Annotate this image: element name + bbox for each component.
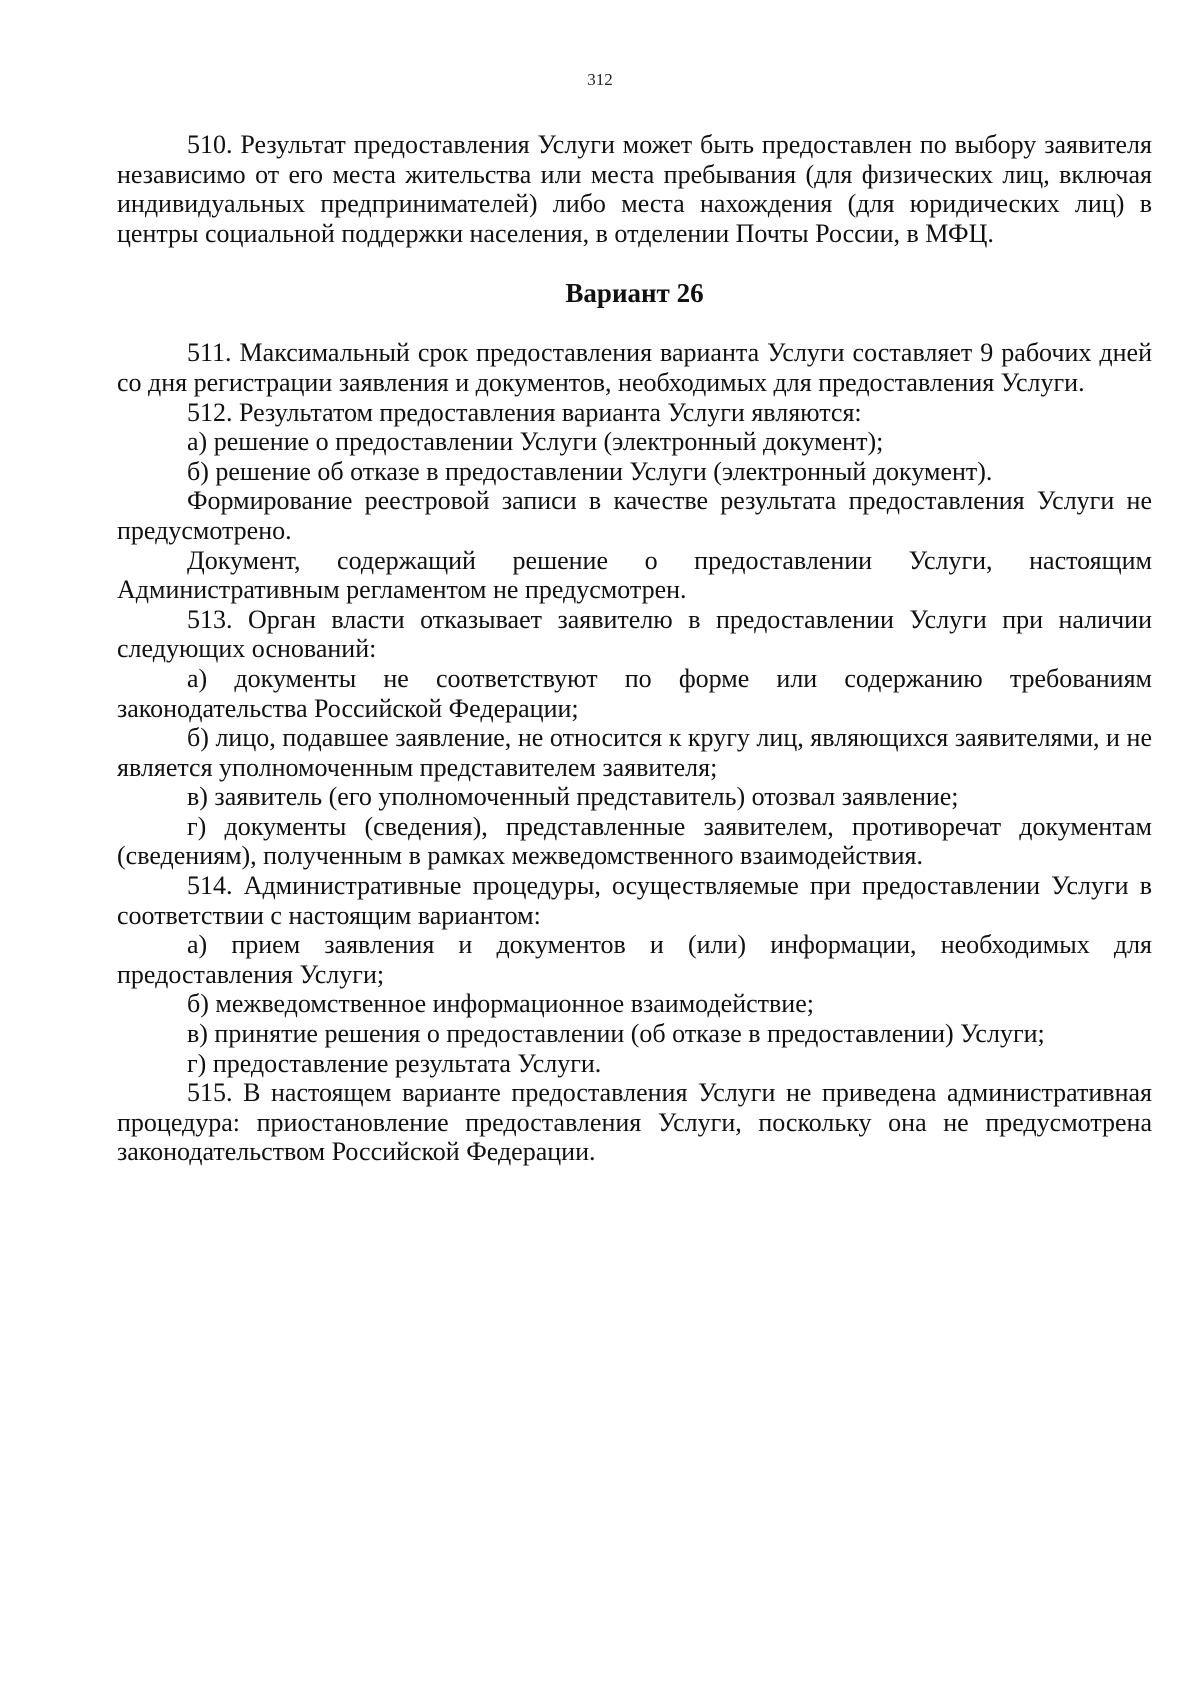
paragraph: а) решение о предоставлении Услуги (электронный документ); — [187, 427, 884, 457]
section-after-heading — [117, 338, 1152, 1167]
page-number: 312 — [587, 70, 613, 89]
paragraph: 512. Результатом предоставления варианта Услуги являются: — [187, 397, 862, 427]
paragraph: г) предоставление результата Услуги. — [187, 1048, 602, 1078]
paragraph: г) документы (сведения), представленные заявителем, противоречат документам (сведениям), полученным в рамках межведомственного взаимодействия. — [117, 811, 1152, 871]
paragraph: 510. Результат предоставления Услуги может быть предоставлен по выбору заявителя независимо от его места жительства или места пребывания (для физических лиц, включая индивидуальных предпринимателей) либо места нахождения (для юридических лиц) в центры социальной поддержки населения, в отделении Почты России, в МФЦ. — [117, 130, 1152, 248]
section-before-heading — [117, 130, 1152, 248]
paragraph: 513. Орган власти отказывает заявителю в предоставлении Услуги при наличии следующих оснований: — [117, 604, 1152, 664]
paragraph: б) лицо, подавшее заявление, не относится к кругу лиц, являющихся заявителями, и не является уполномоченным представителем заявителя; — [117, 723, 1152, 782]
paragraph: в) принятие решения о предоставлении (об отказе в предоставлении) Услуги; — [187, 1019, 1045, 1049]
section-heading: Вариант 26 — [565, 278, 704, 309]
paragraph: Формирование реестровой записи в качестве результата предоставления Услуги не предусмотрено. — [117, 486, 1152, 545]
paragraph: б) решение об отказе в предоставлении Услуги (электронный документ). — [187, 456, 993, 486]
paragraph: б) межведомственное информационное взаимодействие; — [187, 989, 814, 1019]
paragraph: а) прием заявления и документов и (или) информации, необходимых для предоставления Услуги; — [117, 930, 1152, 989]
paragraph: а) документы не соответствуют по форме или содержанию требованиям законодательства Российской Федерации; — [117, 663, 1152, 723]
paragraph: 511. Максимальный срок предоставления варианта Услуги составляет 9 рабочих дней со дня регистрации заявления и документов, необходимых для предоставления Услуги. — [117, 338, 1152, 397]
paragraph: в) заявитель (его уполномоченный представитель) отозвал заявление; — [187, 782, 959, 812]
paragraph: 515. В настоящем варианте предоставления Услуги не приведена административная процедура: приостановление предоставления Услуги, поскольку она не предусмотрена законодательством Российской Федерации. — [117, 1078, 1152, 1167]
paragraph: Документ, содержащий решение о предоставлении Услуги, настоящим Административным регламентом не предусмотрен. — [117, 545, 1152, 605]
paragraph: 514. Административные процедуры, осуществляемые при предоставлении Услуги в соответствии с настоящим вариантом: — [117, 871, 1152, 930]
document-body — [117, 130, 1152, 1167]
